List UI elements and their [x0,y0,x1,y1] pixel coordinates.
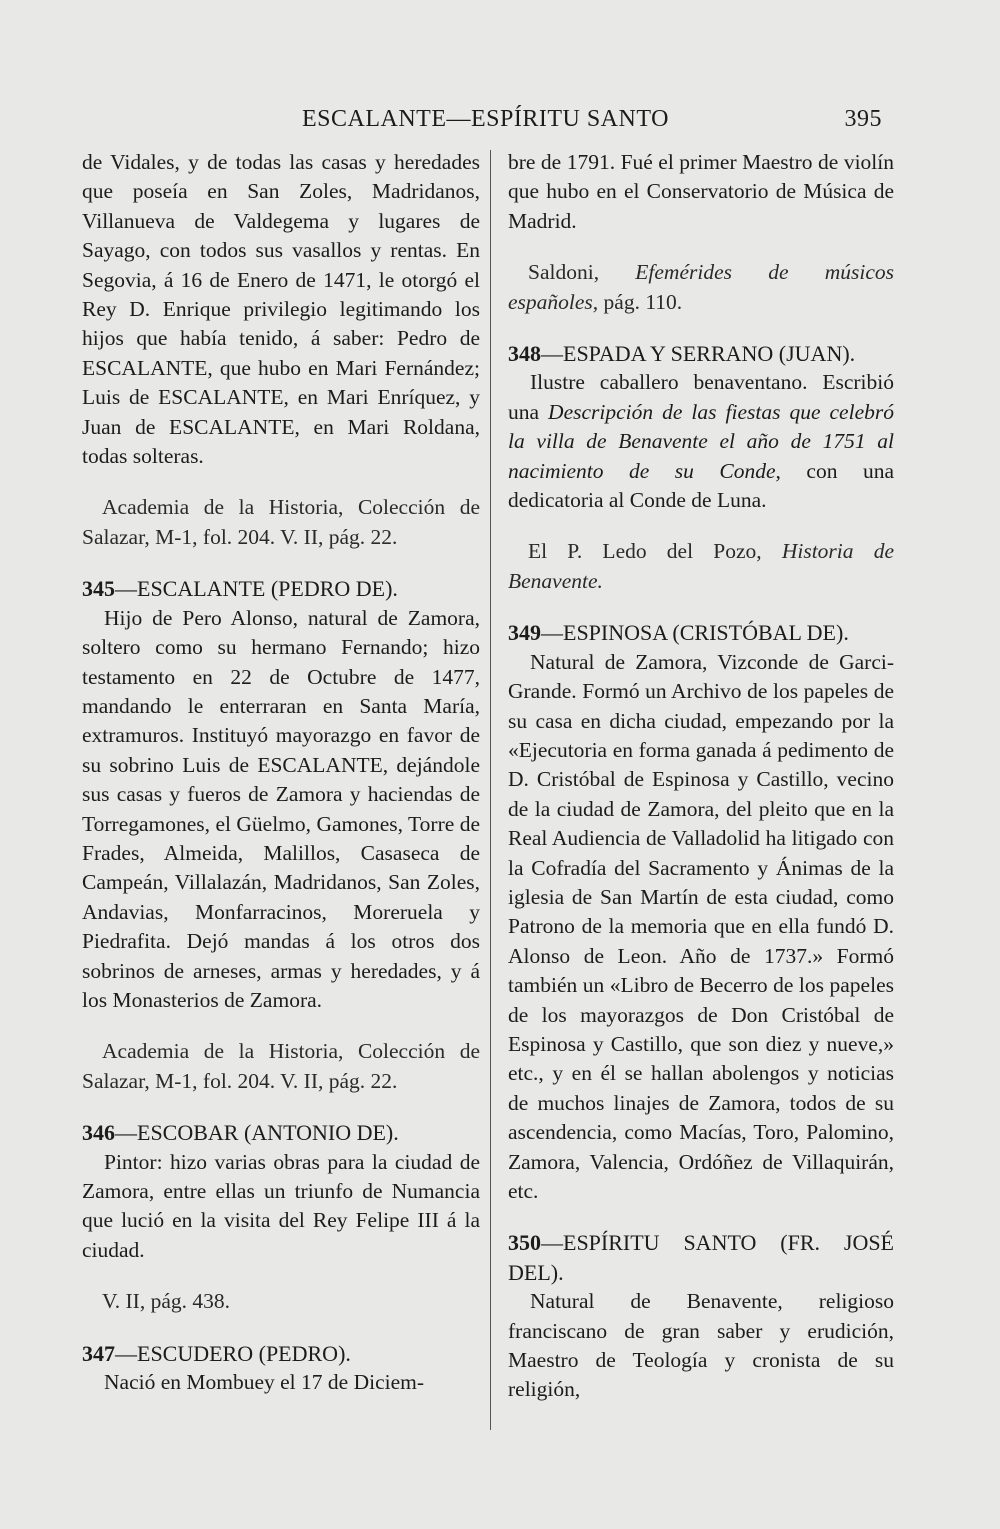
entry-text-349: Natural de Zamora, Vizconde de Garci-Grande. Formó un Archivo de los papeles de su casa en dicha ciudad, empezando por la «Ejecutoria en forma ganada á pedimento de D. Cristóbal de Espinosa y Castillo, vecino de la ciudad de Zamora, del pleito que en la Real Audiencia de Valladolid ha litigado con la Cofradía del Sacramento y Ánimas de la iglesia de San Martín de esta ciudad, como Patrono de la memoria que en ella fundó D. Alonso de Leon. Año de 1737.» Formó también un «Libro de Becerro de los papeles de los mayorazgos de Don Cristóbal de Espinosa y Castillo, que son diez y nueve,» etc., y en él se hallan abolengos y noticias de muchos linajes de Zamora, todos de su ascendencia, como Macías, Toro, Palomino, Zamora, Valencia, Ordóñez de Villaquirán, etc. [508,649,894,1203]
entry-title: —ESCOBAR (ANTONIO DE). [115,1120,399,1146]
entry-number: 348 [508,341,541,367]
text-run: Ilustre caballero benaventano. Escribió una [508,370,894,424]
entry-text-348 [508,368,894,515]
entry-title: —ESPINOSA (CRISTÓBAL DE). [541,620,849,646]
entry-number: 350 [508,1230,541,1256]
citation-page: pág. 110. [598,289,683,314]
entry-text-350: Natural de Benavente, religioso franciscano de gran saber y erudición, Maestro de Teología y cronista de su religión, [508,1289,894,1402]
entry-heading-349 [508,618,894,647]
source-citation: Academia de la Historia, Colección de Salazar, M-1, fol. 204. V. II, pág. 22. [82,495,480,549]
paragraph: de Vidales, y de todas las casas y heredades que poseía en San Zoles, Madridanos, Villanueva de Valdegema y lugares de Sayago, con todos sus vasallos y rentas. En Segovia, á 16 de Enero de 1471, le otorgó el Rey D. Enrique privilegio legitimando los hijos que había tenido, á saber: Pedro de ESCALANTE, que hubo en Mari Fernández; Luis de ESCALANTE, en Mari Enríquez, y Juan de ESCALANTE, en Mari Roldana, todas solteras. [82,150,480,469]
entry-title: —ESCUDERO (PEDRO). [115,1340,351,1366]
entry-number: 346 [82,1120,115,1146]
source-citation: Academia de la Historia, Colección de Salazar, M-1, fol. 204. V. II, pág. 22. [82,1039,480,1093]
citation-author: Saldoni, [528,260,636,285]
column-divider [490,150,491,1430]
source-citation: V. II, pág. 438. [102,1289,230,1314]
entry-title: —ESPÍRITU SANTO (FR. JOSÉ DEL). [508,1230,894,1285]
entry-heading-350 [508,1228,894,1287]
entry-title: —ESPADA Y SERRANO (JUAN). [541,341,856,367]
entry-heading-348 [508,339,894,368]
source-citation [508,258,894,317]
entry-heading-345 [82,574,480,603]
page-header [82,106,882,138]
right-column [508,148,894,1405]
running-title: ESCALANTE—ESPÍRITU SANTO [302,106,669,132]
source-citation [508,537,894,596]
entry-heading-347 [82,1339,480,1368]
entry-title: —ESCALANTE (PEDRO DE). [115,576,398,602]
work-title: Descripción de las fiestas que celebró la villa de Benavente el año de 1751 al nacimiento de su Conde, [508,399,894,483]
entry-text-347: Nació en Mombuey el 17 de Diciem- [104,1370,425,1395]
page-number: 395 [844,106,882,132]
paragraph: bre de 1791. Fué el primer Maestro de violín que hubo en el Conservatorio de Música de Madrid. [508,150,894,233]
entry-text-345: Hijo de Pero Alonso, natural de Zamora, soltero como su hermano Fernando; hizo testamento en 22 de Octubre de 1477, mandando le enterraran en Santa María, extramuros. Instituyó mayorazgo en favor de su sobrino Luis de ESCALANTE, dejándole sus casas y fueros de Zamora y haciendas de Torregamones, el Güelmo, Gamones, Torre de Frades, Almeida, Malillos, Casaseca de Campeán, Villalazán, Madridanos, San Zoles, Andavias, Monfarracinos, Moreruela y Piedrafita. Dejó mandas á los otros dos sobrinos de arneses, armas y heredades, y á los Monasterios de Zamora. [82,605,480,1012]
citation-work: Historia de Benavente. [508,539,894,593]
entry-number: 345 [82,576,115,602]
entry-number: 347 [82,1340,115,1366]
citation-author: El P. Ledo del Pozo, [528,539,782,564]
left-column [82,148,480,1397]
entry-heading-346 [82,1118,480,1147]
text-run: con una dedicatoria al Conde de Luna. [508,458,894,513]
citation-work: Efemérides de músicos españoles, [508,260,894,314]
entry-number: 349 [508,620,541,646]
entry-text-346: Pintor: hizo varias obras para la ciudad de Zamora, entre ellas un triunfo de Numancia que lució en la visita del Rey Felipe III á la ciudad. [82,1149,480,1262]
